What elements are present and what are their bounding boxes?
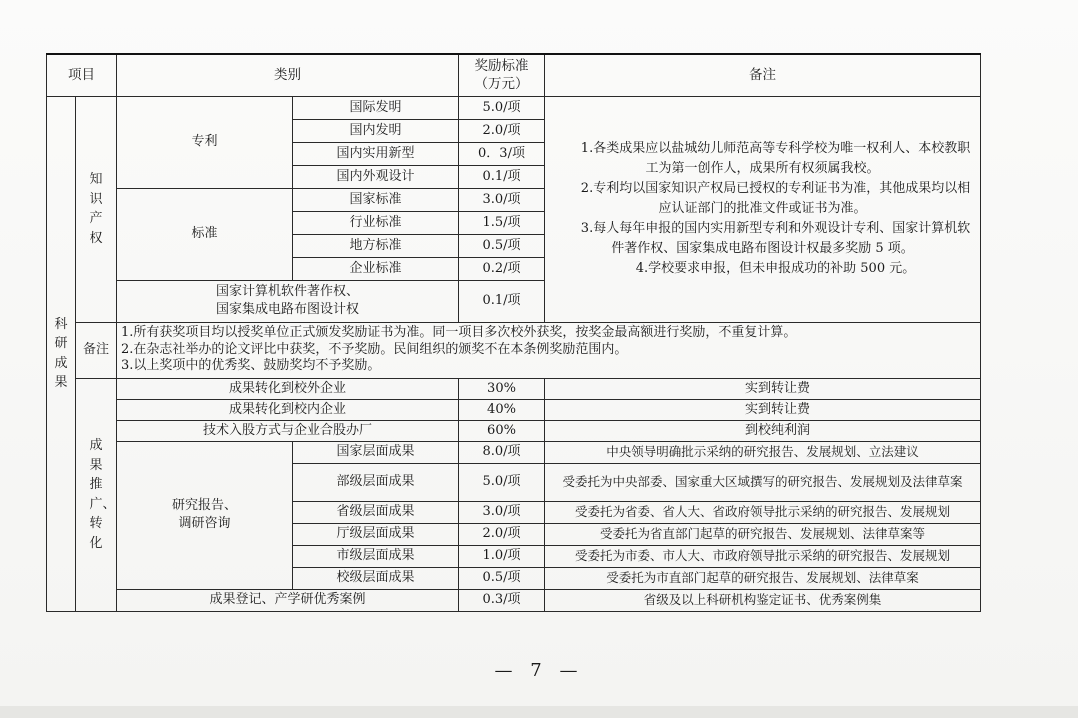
research-value: 3.0/项 — [459, 501, 545, 523]
transfer-name: 成果登记、产学研优秀案例 — [117, 589, 459, 611]
research-value: 1.0/项 — [459, 545, 545, 567]
ip-label: 知识产权 — [76, 96, 117, 322]
standard-value: 0.5/项 — [459, 234, 545, 257]
scan-edge — [0, 706, 1078, 718]
table-row — [47, 96, 981, 119]
research-level: 部级层面成果 — [293, 463, 459, 501]
transfer-value: 40% — [459, 399, 545, 420]
transfer-value: 30% — [459, 378, 545, 399]
standard-value: 3.0/项 — [459, 188, 545, 211]
patent-value: 5.0/项 — [459, 96, 545, 119]
software-value: 0.1/项 — [459, 280, 545, 322]
standard-name: 国家标准 — [293, 188, 459, 211]
section-main-label: 科研成果 — [47, 96, 76, 611]
research-note: 受委托为中央部委、国家重大区域撰写的研究报告、发展规划及法律草案 — [545, 463, 981, 501]
remarks-line: 3.以上奖项中的优秀奖、鼓励奖均不予奖励。 — [121, 358, 381, 374]
transfer-note: 实到转让费 — [545, 378, 981, 399]
standard-value: 1.5/项 — [459, 211, 545, 234]
patent-name: 国内外观设计 — [293, 165, 459, 188]
patent-value: 0.1/项 — [459, 165, 545, 188]
remarks-row — [47, 322, 981, 378]
header-standard: 奖励标准 （万元） — [459, 54, 545, 96]
remarks-line: 1.所有获奖项目均以授奖单位正式颁发奖励证书为准。同一项目多次校外获奖，按奖金最高额进行奖励，不重复计算。 — [121, 324, 797, 340]
standard-name: 行业标准 — [293, 211, 459, 234]
header-project: 项目 — [47, 54, 117, 96]
transfer-name: 成果转化到校外企业 — [117, 378, 459, 399]
header-category: 类别 — [117, 54, 459, 96]
software-line: 国家计算机软件著作权、 — [215, 284, 359, 300]
table-row — [47, 589, 981, 611]
transfer-value: 0.3/项 — [459, 589, 545, 611]
research-value: 8.0/项 — [459, 441, 545, 463]
research-note: 受委托为省直部门起草的研究报告、发展规划、法律草案等 — [545, 523, 981, 545]
research-label — [117, 441, 293, 589]
patent-name: 国内实用新型 — [293, 142, 459, 165]
table-row — [47, 378, 981, 399]
transfer-value: 60% — [459, 420, 545, 441]
table-row — [47, 399, 981, 420]
research-level: 校级层面成果 — [293, 567, 459, 589]
remarks-line: 2.在杂志社举办的论文评比中获奖，不予奖励。民间组织的颁奖不在本条例奖励范围内。 — [121, 341, 628, 357]
research-note: 受委托为市委、市人大、市政府领导批示采纳的研究报告、发展规划 — [545, 545, 981, 567]
remarks-content — [117, 322, 981, 378]
research-note: 受委托为省委、省人大、省政府领导批示采纳的研究报告、发展规划 — [545, 501, 981, 523]
transfer-name: 技术入股方式与企业合股办厂 — [117, 420, 459, 441]
patent-value: 0．3/项 — [459, 142, 545, 165]
research-label-line: 研究报告、 — [171, 498, 237, 514]
patent-name: 国内发明 — [293, 119, 459, 142]
patent-name: 国际发明 — [293, 96, 459, 119]
standard-name: 地方标准 — [293, 234, 459, 257]
ip-note: 3.每人每年申报的国内实用新型专利和外观设计专利、国家计算机软件著作权、国家集成电路布图设计权最多奖励 5 项。 — [580, 221, 971, 257]
transfer-note: 到校纯利润 — [545, 420, 981, 441]
transfer-name: 成果转化到校内企业 — [117, 399, 459, 420]
research-level: 省级层面成果 — [293, 501, 459, 523]
patent-label: 专利 — [117, 96, 293, 188]
research-note: 中央领导明确批示采纳的研究报告、发展规划、立法建议 — [545, 441, 981, 463]
ip-notes — [545, 96, 981, 322]
reward-table — [46, 53, 981, 612]
table-row — [47, 420, 981, 441]
ip-note: 4.学校要求申报，但未申报成功的补助 500 元。 — [635, 261, 916, 277]
research-value: 5.0/项 — [459, 463, 545, 501]
ip-note: 2.专利均以国家知识产权局已授权的专利证书为准，其他成果均以相应认证部门的批准文件或证书为准。 — [580, 180, 971, 216]
page-number: — 7 — — [494, 660, 584, 681]
table-header-row — [47, 54, 981, 96]
header-remarks: 备注 — [545, 54, 981, 96]
research-value: 0.5/项 — [459, 567, 545, 589]
standard-name: 企业标准 — [293, 257, 459, 280]
research-level: 市级层面成果 — [293, 545, 459, 567]
ip-note: 1.各类成果应以盐城幼儿师范高等专科学校为唯一权利人、本校教职工为第一创作人，成果所有权须属我校。 — [580, 140, 971, 176]
patent-value: 2.0/项 — [459, 119, 545, 142]
research-note: 受委托为市直部门起草的研究报告、发展规划、法律草案 — [545, 567, 981, 589]
research-level: 国家层面成果 — [293, 441, 459, 463]
transfer-note: 实到转让费 — [545, 399, 981, 420]
research-level: 厅级层面成果 — [293, 523, 459, 545]
transfer-label: 成果推广、转化 — [76, 378, 117, 611]
table-row — [47, 441, 981, 463]
standard-label: 标准 — [117, 188, 293, 280]
software-copyright — [117, 280, 459, 322]
remarks-label: 备注 — [76, 322, 117, 378]
transfer-note: 省级及以上科研机构鉴定证书、优秀案例集 — [545, 589, 981, 611]
research-value: 2.0/项 — [459, 523, 545, 545]
research-label-line: 调研咨询 — [178, 516, 231, 531]
standard-value: 0.2/项 — [459, 257, 545, 280]
software-line: 国家集成电路布图设计权 — [215, 302, 359, 317]
